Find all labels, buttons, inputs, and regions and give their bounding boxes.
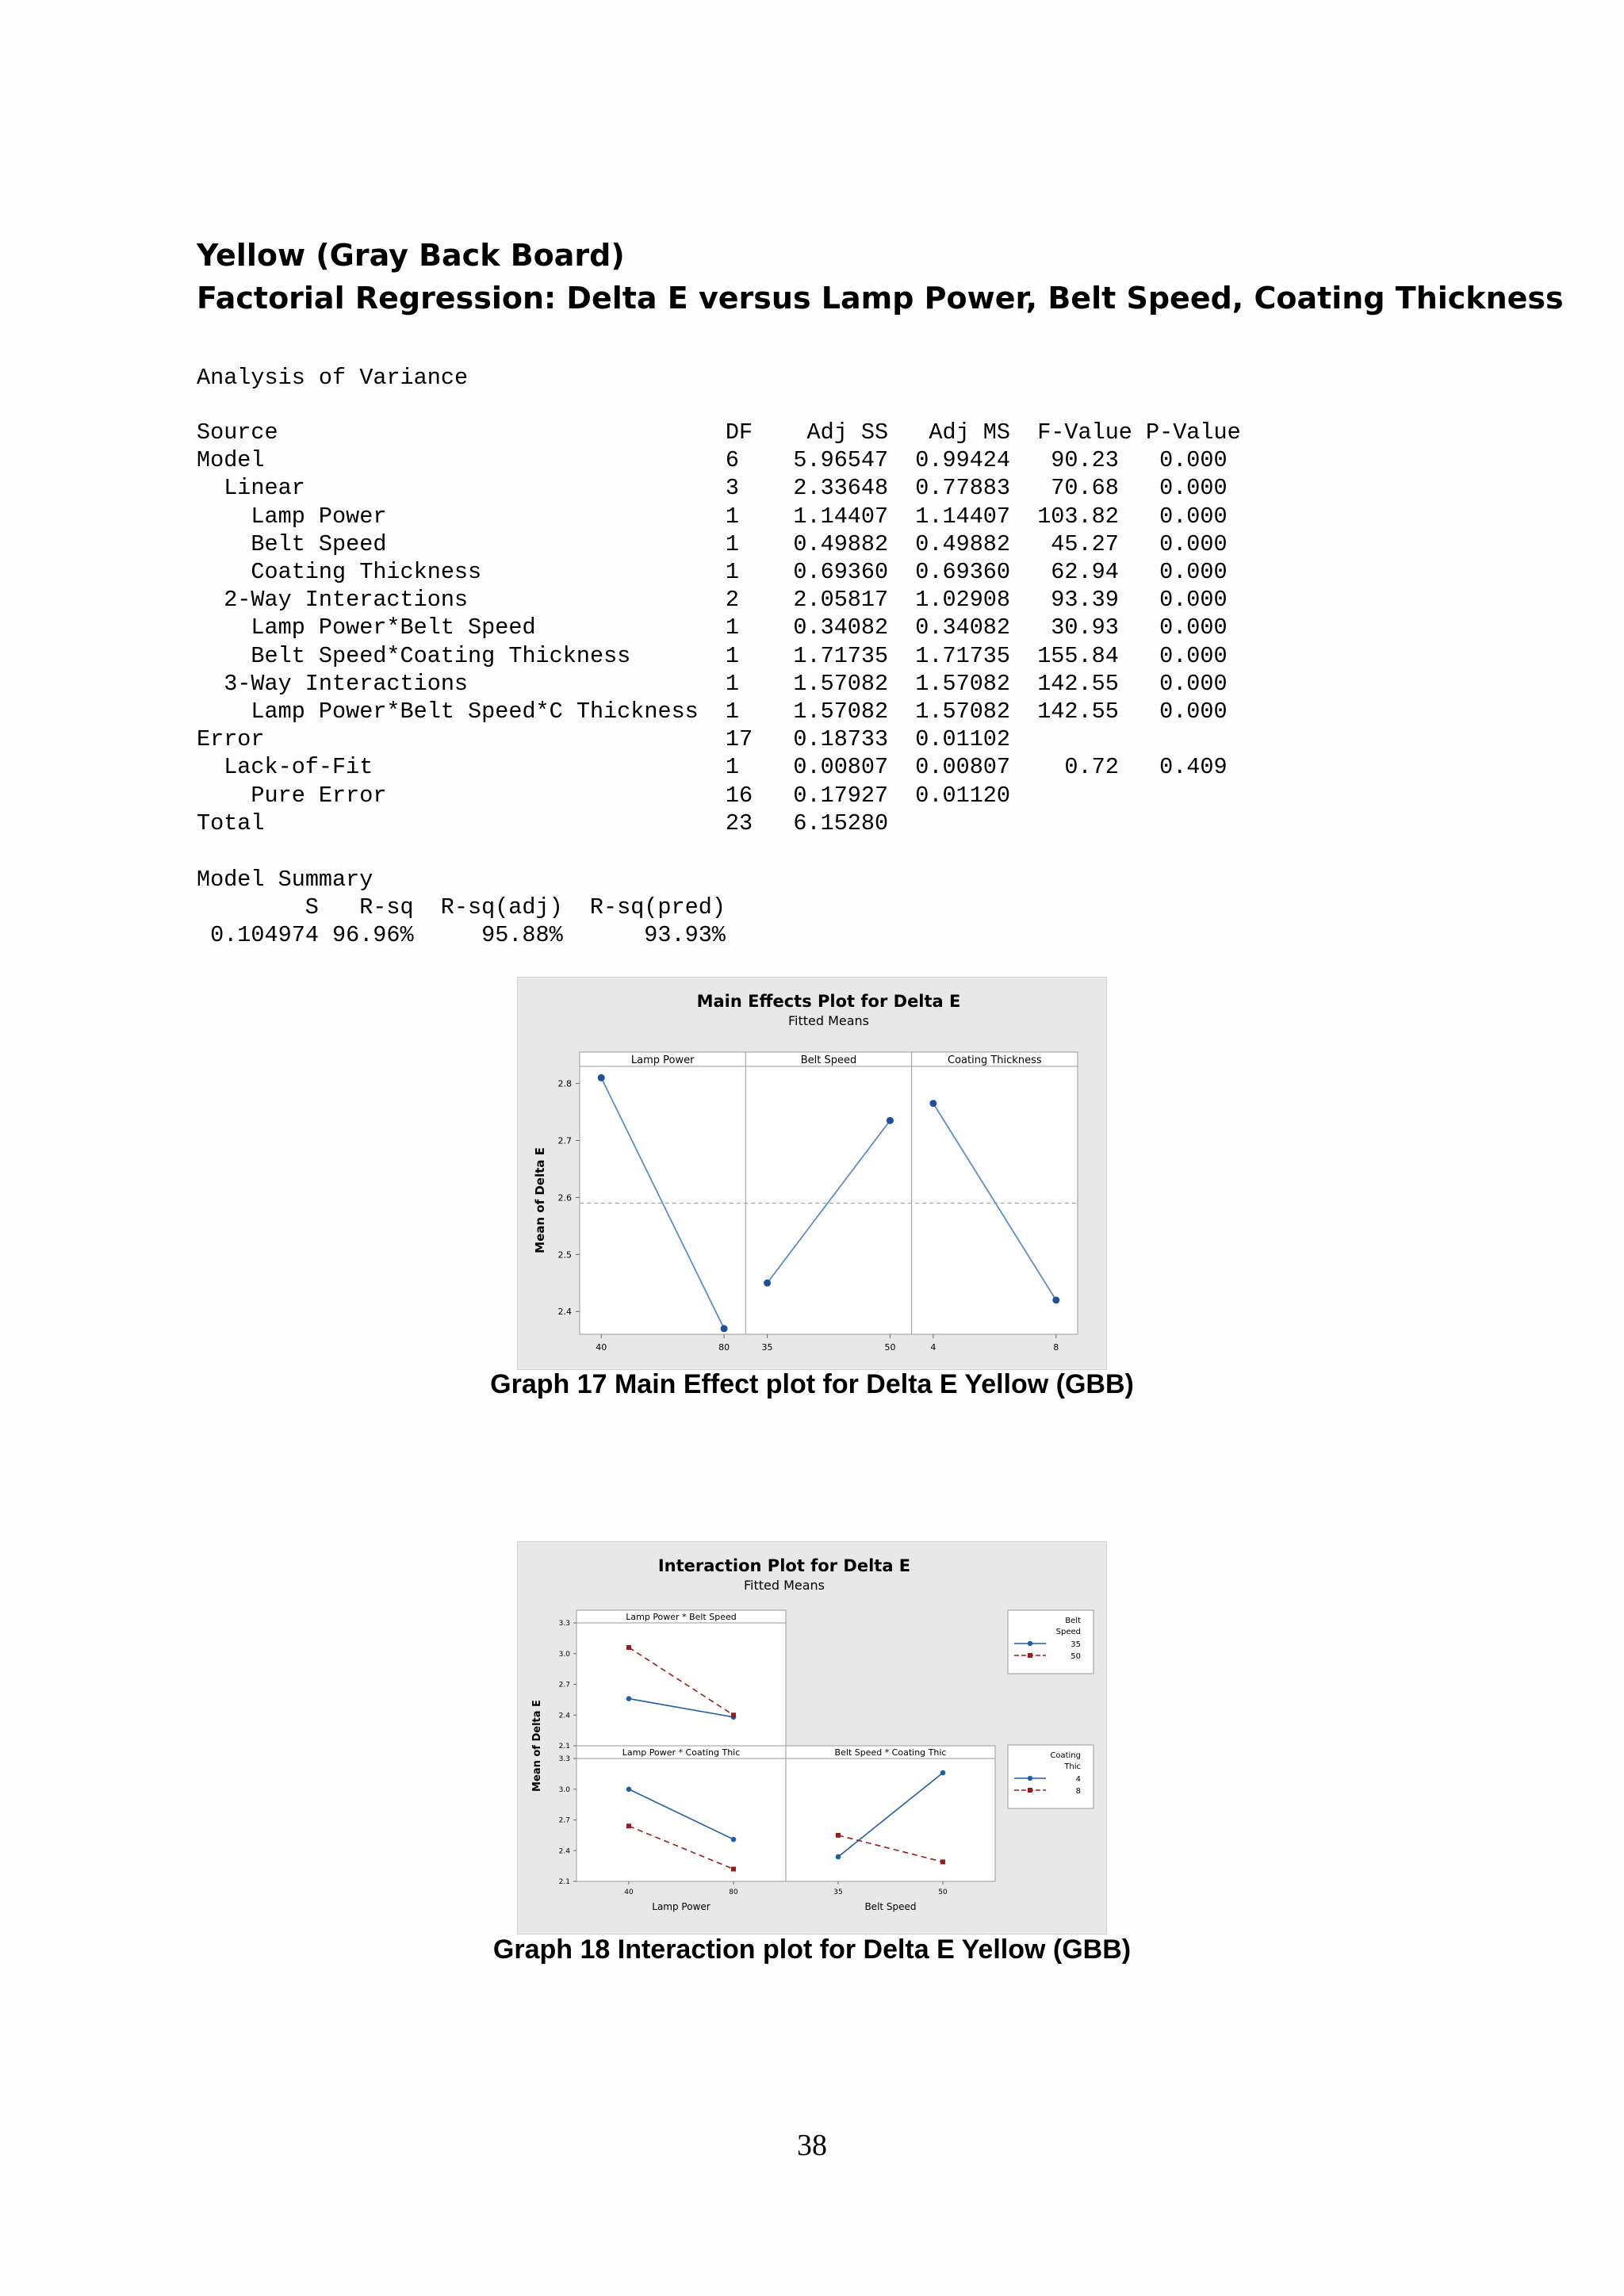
anova-row-adj-ss: 0.17927 — [793, 782, 889, 809]
legend-title: Speed — [1055, 1628, 1081, 1636]
y-tick-label: 2.4 — [558, 1847, 570, 1856]
anova-row-f: 0.72 — [1064, 754, 1119, 781]
anova-row-p: 0.000 — [1159, 587, 1228, 614]
anova-row-df: 3 — [725, 475, 739, 502]
anova-row-p: 0.000 — [1159, 698, 1228, 725]
anova-row-df: 1 — [725, 559, 739, 585]
anova-row-adj-ss: 0.69360 — [793, 559, 889, 585]
anova-row-adj-ss: 1.14407 — [793, 503, 889, 530]
anova-row-source: Total — [197, 809, 265, 836]
anova-row-source: Pure Error — [251, 782, 387, 809]
data-point — [626, 1786, 632, 1792]
anova-row-adj-ss: 5.96547 — [793, 447, 889, 474]
x-tick-label: 80 — [718, 1342, 730, 1353]
anova-row-source: Model — [197, 447, 265, 474]
anova-row-f: 90.23 — [1051, 447, 1119, 474]
panel-label: Belt Speed — [800, 1054, 857, 1066]
data-point — [731, 1712, 736, 1717]
y-axis-label: Mean of Delta E — [531, 1700, 543, 1792]
interaction-plot — [518, 1542, 1106, 1934]
anova-row-f: 142.55 — [1037, 698, 1119, 725]
anova-row-adj-ms: 0.49882 — [915, 530, 1011, 557]
anova-row-adj-ms: 0.01102 — [915, 726, 1011, 753]
anova-row-adj-ss: 1.57082 — [793, 670, 889, 697]
anova-row-adj-ss: 1.57082 — [793, 698, 889, 725]
anova-row-adj-ms: 1.02908 — [915, 587, 1011, 614]
model-summary-value: 95.88% — [481, 922, 563, 948]
anova-row-df: 23 — [725, 809, 753, 836]
data-point — [626, 1823, 631, 1828]
panel-frame — [576, 1610, 786, 1746]
x-axis-label: Lamp Power — [652, 1901, 710, 1912]
anova-row-adj-ss: 2.05817 — [793, 587, 889, 614]
panel-label: Lamp Power — [630, 1054, 695, 1066]
anova-column-header: F-Value — [1037, 419, 1132, 446]
legend-entry: 50 — [1071, 1652, 1081, 1661]
panel-frame — [576, 1746, 786, 1881]
data-point — [626, 1696, 632, 1701]
y-tick-label: 3.3 — [558, 1620, 570, 1628]
y-tick-label: 3.0 — [558, 1785, 570, 1794]
legend-entry: 4 — [1075, 1775, 1081, 1784]
data-point — [929, 1100, 936, 1107]
anova-row-adj-ms: 1.14407 — [915, 503, 1011, 530]
anova-row-adj-ms: 0.34082 — [915, 614, 1011, 641]
y-tick-label: 2.7 — [557, 1135, 572, 1146]
anova-row-adj-ss: 1.71735 — [793, 642, 889, 669]
x-tick-label: 4 — [930, 1342, 936, 1353]
anova-row-df: 17 — [725, 726, 753, 753]
anova-row-source: 3-Way Interactions — [224, 670, 469, 697]
y-tick-label: 2.1 — [558, 1743, 570, 1751]
anova-row-adj-ss: 0.34082 — [793, 614, 889, 641]
anova-row-source: Lamp Power — [251, 503, 387, 530]
panel-frame — [786, 1746, 995, 1881]
legend-title: Belt — [1065, 1617, 1081, 1625]
data-point — [731, 1867, 736, 1872]
model-summary-title: Model Summary — [197, 867, 373, 893]
anova-row-adj-ms: 0.00807 — [915, 754, 1011, 781]
section-subtitle: Factorial Regression: Delta E versus Lamp Power, Belt Speed, Coating Thickness — [197, 281, 1564, 316]
data-point — [1052, 1296, 1059, 1303]
anova-column-header: DF — [725, 419, 753, 446]
y-tick-label: 2.8 — [557, 1078, 572, 1089]
legend-swatch-marker — [1028, 1788, 1032, 1793]
x-tick-label: 80 — [729, 1888, 738, 1896]
anova-row-df: 1 — [725, 503, 739, 530]
anova-row-f: 142.55 — [1037, 670, 1119, 697]
main-effects-figure — [517, 977, 1107, 1370]
model-summary-value: 96.96% — [332, 922, 414, 948]
model-summary-value: 0.104974 — [210, 922, 319, 948]
data-point — [836, 1833, 841, 1838]
x-tick-label: 50 — [938, 1888, 948, 1896]
anova-row-f: 45.27 — [1051, 530, 1119, 557]
legend-swatch-marker — [1028, 1776, 1032, 1781]
anova-row-adj-ms: 1.71735 — [915, 642, 1011, 669]
anova-column-header: Source — [197, 419, 278, 446]
anova-row-df: 1 — [725, 642, 739, 669]
anova-row-source: Error — [197, 726, 265, 753]
anova-row-df: 1 — [725, 698, 739, 725]
y-axis-label: Mean of Delta E — [533, 1147, 547, 1253]
anova-row-df: 2 — [725, 587, 739, 614]
anova-row-p: 0.000 — [1159, 670, 1228, 697]
anova-row-source: Lack-of-Fit — [224, 754, 373, 781]
panel-label: Coating Thickness — [948, 1054, 1042, 1066]
anova-row-df: 1 — [725, 614, 739, 641]
model-summary-header: S — [304, 894, 319, 920]
anova-row-p: 0.409 — [1159, 754, 1228, 781]
chart-subtitle: Fitted Means — [787, 1013, 870, 1028]
legend-entry: 35 — [1071, 1640, 1081, 1649]
model-summary-value: 93.93% — [644, 922, 726, 948]
main-effects-plot — [518, 978, 1106, 1369]
x-tick-label: 40 — [624, 1888, 634, 1896]
anova-row-adj-ss: 6.15280 — [793, 809, 889, 836]
panel-label: Belt Speed * Coating Thic — [834, 1747, 947, 1758]
anova-column-header: P-Value — [1146, 419, 1241, 446]
anova-row-f: 155.84 — [1037, 642, 1119, 669]
anova-row-adj-ss: 0.00807 — [793, 754, 889, 781]
model-summary-header: R-sq(pred) — [589, 894, 726, 920]
data-point — [940, 1770, 946, 1776]
anova-row-p: 0.000 — [1159, 559, 1228, 585]
section-title: Yellow (Gray Back Board) — [197, 238, 625, 273]
model-summary-header: R-sq — [359, 894, 414, 920]
legend-title: Coating — [1050, 1751, 1081, 1760]
anova-row-adj-ms: 1.57082 — [915, 698, 1011, 725]
anova-row-source: Belt Speed*Coating Thickness — [251, 642, 631, 669]
y-tick-label: 3.3 — [558, 1755, 570, 1763]
anova-row-p: 0.000 — [1159, 475, 1228, 502]
anova-row-f: 30.93 — [1051, 614, 1119, 641]
anova-row-source: 2-Way Interactions — [224, 587, 469, 614]
anova-row-df: 6 — [725, 447, 739, 474]
legend-title: Thic — [1064, 1762, 1081, 1771]
y-tick-label: 2.7 — [558, 1816, 570, 1825]
page-number: 38 — [797, 2129, 827, 2162]
data-point — [721, 1325, 728, 1332]
anova-row-source: Linear — [224, 475, 305, 502]
data-point — [887, 1117, 894, 1124]
anova-column-header: Adj MS — [929, 419, 1011, 446]
legend-swatch-marker — [1028, 1641, 1032, 1646]
x-tick-label: 35 — [761, 1342, 773, 1353]
x-tick-label: 8 — [1053, 1342, 1059, 1353]
anova-row-adj-ms: 0.77883 — [915, 475, 1011, 502]
anova-row-p: 0.000 — [1159, 530, 1228, 557]
legend-swatch-marker — [1028, 1653, 1032, 1658]
model-summary-header: R-sq(adj) — [440, 894, 563, 920]
anova-row-adj-ms: 1.57082 — [915, 670, 1011, 697]
graph18-caption: Graph 18 Interaction plot for Delta E Yellow (GBB) — [492, 1934, 1132, 1965]
chart-subtitle: Fitted Means — [743, 1578, 825, 1593]
y-tick-label: 2.7 — [558, 1681, 570, 1689]
anova-row-f: 70.68 — [1051, 475, 1119, 502]
anova-row-source: Belt Speed — [251, 530, 387, 557]
anova-row-p: 0.000 — [1159, 503, 1228, 530]
x-tick-label: 35 — [833, 1888, 843, 1896]
interaction-figure — [517, 1541, 1107, 1934]
anova-row-source: Coating Thickness — [251, 559, 482, 585]
panel-label: Lamp Power * Coating Thic — [622, 1747, 741, 1758]
data-point — [764, 1280, 771, 1287]
x-tick-label: 40 — [596, 1342, 607, 1353]
y-tick-label: 2.6 — [557, 1192, 572, 1203]
anova-row-df: 1 — [725, 754, 739, 781]
anova-row-source: Lamp Power*Belt Speed*C Thickness — [251, 698, 699, 725]
anova-row-f: 93.39 — [1051, 587, 1119, 614]
plot-frame — [580, 1052, 1078, 1334]
y-tick-label: 3.0 — [558, 1650, 570, 1659]
anova-row-df: 16 — [725, 782, 753, 809]
anova-row-adj-ms: 0.99424 — [915, 447, 1011, 474]
anova-row-df: 1 — [725, 670, 739, 697]
y-tick-label: 2.5 — [557, 1249, 572, 1261]
anova-row-p: 0.000 — [1159, 642, 1228, 669]
y-tick-label: 2.4 — [558, 1712, 570, 1720]
chart-title: Interaction Plot for Delta E — [657, 1556, 911, 1575]
anova-title: Analysis of Variance — [197, 365, 469, 391]
data-point — [836, 1854, 841, 1860]
anova-row-adj-ss: 2.33648 — [793, 475, 889, 502]
anova-row-source: Lamp Power*Belt Speed — [251, 614, 536, 641]
anova-column-header: Adj SS — [806, 419, 889, 446]
y-tick-label: 2.1 — [558, 1878, 570, 1886]
anova-row-p: 0.000 — [1159, 447, 1228, 474]
y-tick-label: 2.4 — [557, 1307, 572, 1318]
data-point — [731, 1837, 737, 1843]
data-point — [626, 1645, 631, 1650]
anova-row-f: 62.94 — [1051, 559, 1119, 585]
anova-row-adj-ss: 0.18733 — [793, 726, 889, 753]
data-point — [940, 1859, 945, 1864]
anova-row-adj-ss: 0.49882 — [793, 530, 889, 557]
data-point — [598, 1074, 605, 1081]
graph17-caption: Graph 17 Main Effect plot for Delta E Yellow (GBB) — [490, 1369, 1134, 1399]
anova-row-adj-ms: 0.01120 — [915, 782, 1011, 809]
anova-row-df: 1 — [725, 530, 739, 557]
legend-entry: 8 — [1075, 1787, 1081, 1796]
anova-row-f: 103.82 — [1037, 503, 1119, 530]
anova-row-adj-ms: 0.69360 — [915, 559, 1011, 585]
x-axis-label: Belt Speed — [864, 1901, 917, 1912]
anova-row-p: 0.000 — [1159, 614, 1228, 641]
panel-label: Lamp Power * Belt Speed — [626, 1612, 737, 1622]
chart-title: Main Effects Plot for Delta E — [696, 992, 961, 1011]
x-tick-label: 50 — [884, 1342, 896, 1353]
